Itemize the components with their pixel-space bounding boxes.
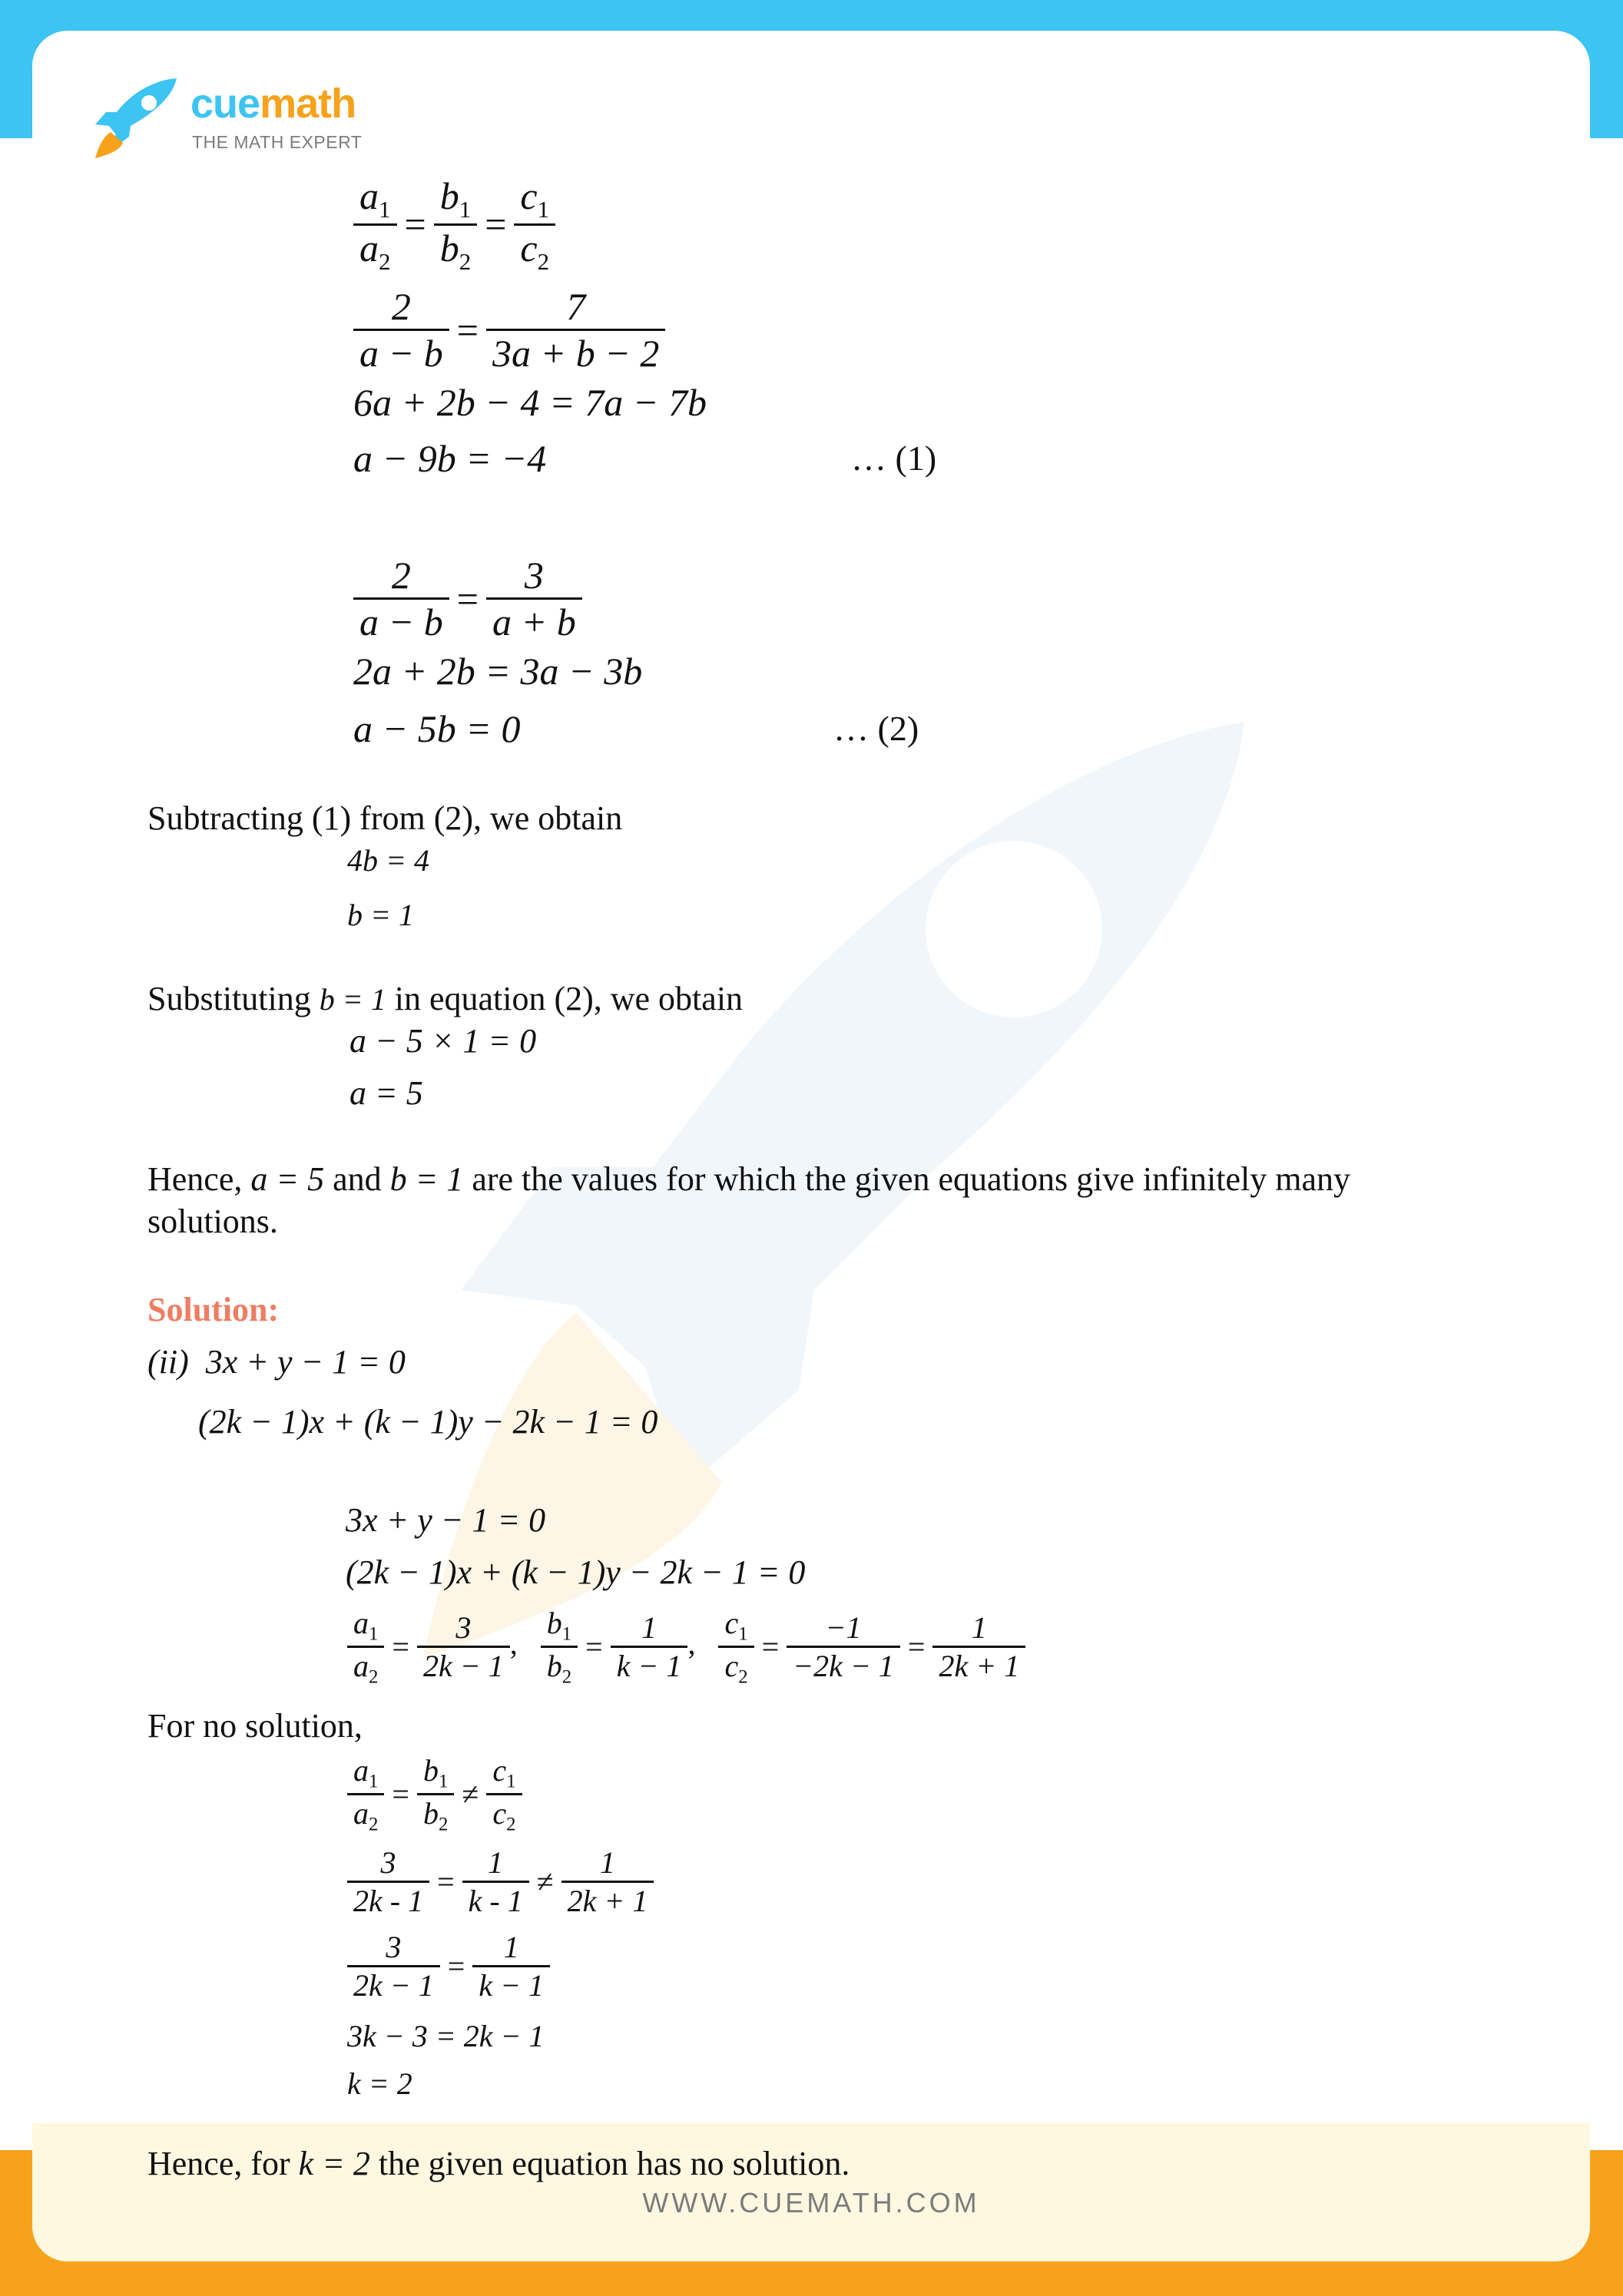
equation-1-tag: … (1)	[851, 438, 937, 478]
rocket-logo-icon	[92, 75, 183, 161]
no-solution-substituted: $\frac{3}{2k - 1}$ = $\frac{1}{k - 1}$ ≠ $\frac{1}{2k + 1}$	[347, 1844, 654, 1919]
substitute-line: Substituting b = 1 in equation (2), we obtain	[147, 980, 744, 1017]
equation-expand-b: 2a + 2b = 3a − 3b	[353, 650, 643, 693]
solution-label: Solution:	[147, 1291, 280, 1328]
cuemath-logo[interactable]	[92, 75, 384, 160]
part-ii-eq2: (2k − 1)x + (k − 1)y − 2k − 1 = 0	[198, 1403, 658, 1441]
step-a-calc: a − 5 × 1 = 0	[349, 1022, 537, 1060]
no-solution-condition: $\frac{a_1}{a_2}$ = $\frac{b_1}{b_2}$ ≠ $\frac{c_1}{c_2}$	[347, 1752, 522, 1835]
equation-1: a − 9b = −4	[353, 437, 547, 480]
equation-ratio-b: $\frac{2}{a - b}$ = $\frac{3}{a + b}$	[353, 553, 582, 644]
step-b: b = 1	[347, 898, 414, 932]
rocket-watermark-icon	[323, 676, 1336, 1766]
step-k2: k = 2	[347, 2066, 412, 2101]
part-ii-eq1-repeat: 3x + y − 1 = 0	[346, 1501, 546, 1539]
equation-2: a − 5b = 0	[353, 707, 521, 750]
hence-infinite-line1: Hence, a = 5 and b = 1 are the values for which the given equations give infinitely many	[147, 1160, 1350, 1198]
hence-infinite-line2: solutions.	[147, 1203, 278, 1240]
brand-tagline: THE MATH EXPERT	[192, 132, 363, 152]
equation-ratio-a: $\frac{2}{a - b}$ = $\frac{7}{3a + b - 2}$	[353, 284, 665, 375]
equation-2-tag: … (2)	[833, 709, 919, 748]
coefficient-ratios: $\frac{a_1}{a_2}$ = $\frac{3}{2k - 1}$ , $\frac{b_1}{b_2}$ = $\frac{1}{k - 1}$ , $\frac{c_1}{c_2}$ = $\frac{-1}{-2k - 1}$ = $\frac{1}{2k + 1}$	[347, 1605, 1025, 1688]
step-k1: 3k − 3 = 2k − 1	[347, 2019, 545, 2053]
no-solution-text: For no solution,	[147, 1707, 363, 1745]
hence-no-solution: Hence, for k = 2 the given equation has no solution.	[147, 2145, 850, 2182]
part-ii-eq2-repeat: (2k − 1)x + (k − 1)y − 2k − 1 = 0	[346, 1553, 806, 1591]
equal-ratio-step: $\frac{3}{2k - 1}$ = $\frac{1}{k - 1}$	[347, 1929, 550, 2003]
brand-name: cuemath	[190, 81, 356, 127]
equation-expand-a: 6a + 2b − 4 = 7a − 7b	[353, 381, 707, 424]
part-ii-eq1: (ii) 3x + y − 1 = 0	[147, 1343, 406, 1381]
step-4b: 4b = 4	[347, 843, 429, 878]
step-a: a = 5	[349, 1074, 423, 1112]
ratio-condition: $\frac{a_1}{a_2}$ = $\frac{b_1}{b_2}$ = $\frac{c_1}{c_2}$	[353, 174, 555, 276]
subtract-text: Subtracting (1) from (2), we obtain	[147, 799, 623, 837]
website-url[interactable]: WWW.CUEMATH.COM	[642, 2187, 980, 2218]
